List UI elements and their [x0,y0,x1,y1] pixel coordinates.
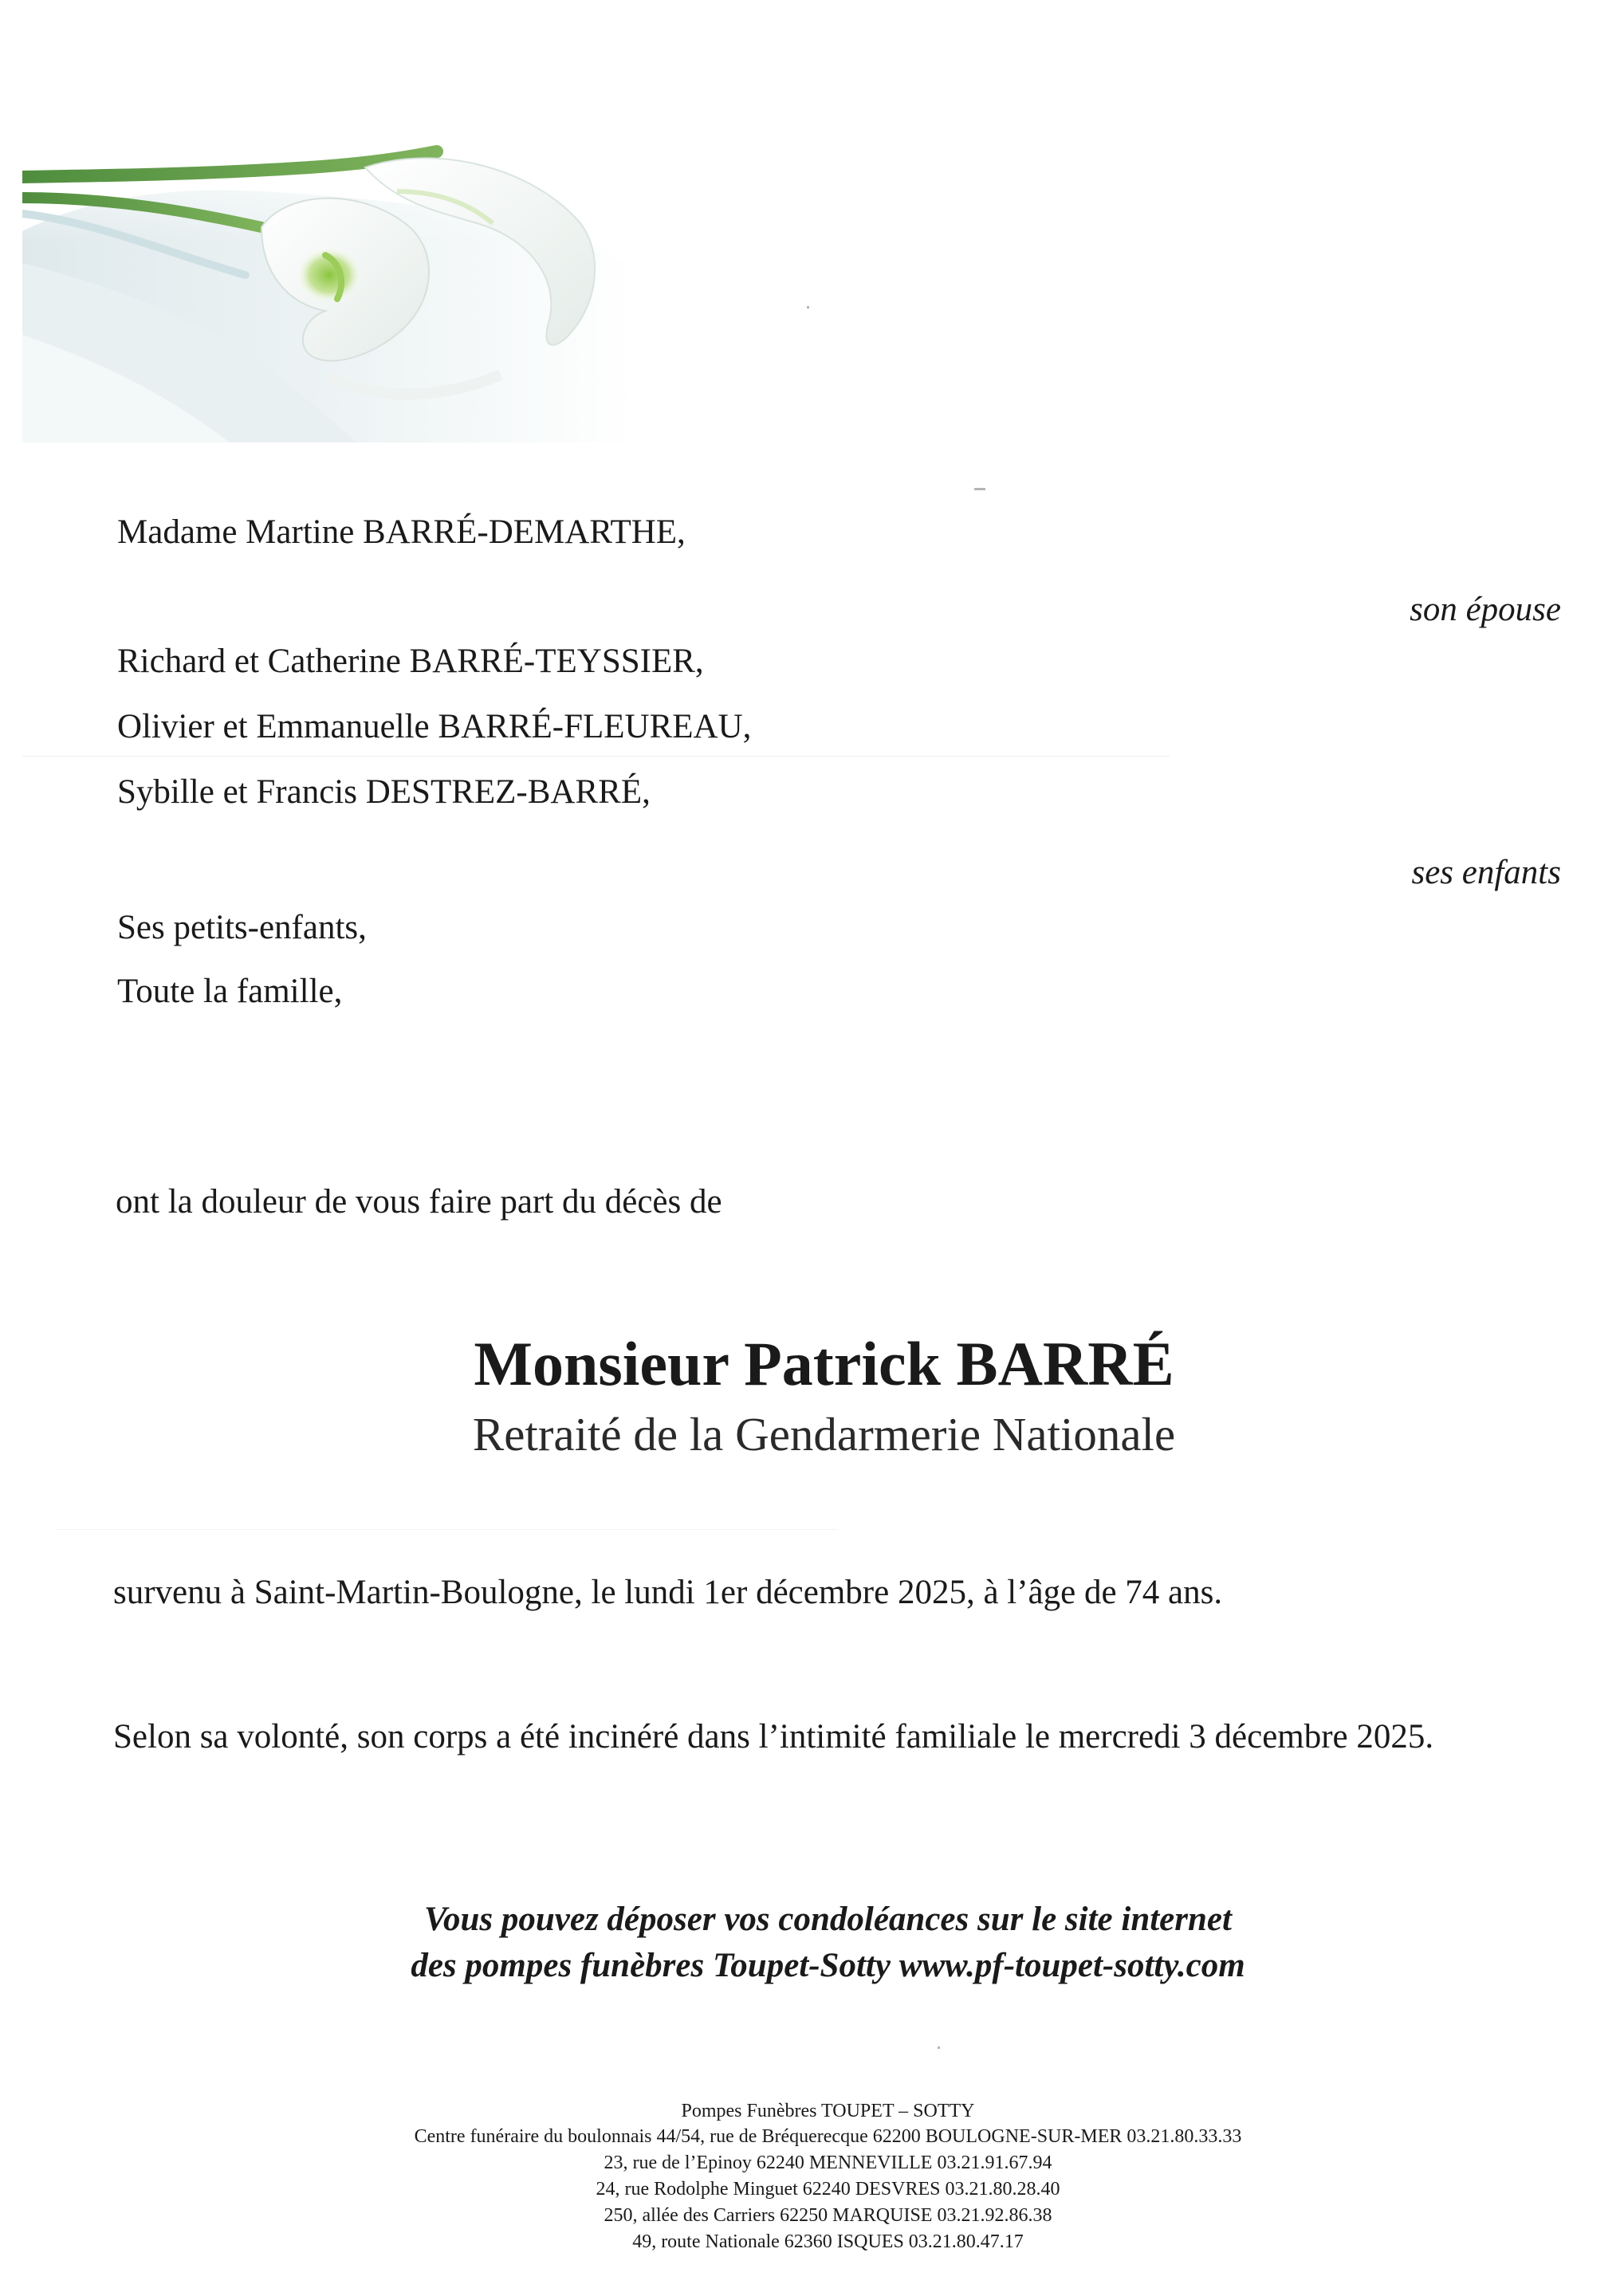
deceased-name: Monsieur Patrick BARRÉ [474,1329,1174,1398]
cremation-paragraph: Selon sa volonté, son corps a été incinéré dans l’intimité familiale le mercredi 3 décembre 2025. [113,1718,1434,1755]
scan-speck [938,2046,940,2049]
scan-speck [974,488,985,490]
spouse-role: son épouse [1410,591,1561,628]
footer-address-2: 23, rue de l’Epinoy 62240 MENNEVILLE 03.21.91.67.94 [604,2152,1052,2173]
condolence-line-2: des pompes funèbres Toupet-Sotty www.pf-toupet-sotty.com [411,1947,1245,1984]
footer-address-5: 49, route Nationale 62360 ISQUES 03.21.80.47.17 [632,2231,1024,2252]
child-couple-1: Richard et Catherine BARRÉ-TEYSSIER, [117,643,704,680]
whole-family-line: Toute la famille, [117,973,343,1010]
spouse-name: Madame Martine BARRÉ-DEMARTHE, [117,513,686,551]
announcement-text: ont la douleur de vous faire part du décès de [116,1183,722,1221]
footer-address-3: 24, rue Rodolphe Minguet 62240 DESVRES 03.21.80.28.40 [596,2179,1060,2200]
scan-line [56,1529,837,1530]
footer-company: Pompes Funèbres TOUPET – SOTTY [681,2101,975,2121]
grandchildren-line: Ses petits-enfants, [117,909,367,946]
scan-line [22,756,1170,757]
children-role: ses enfants [1411,854,1561,891]
child-couple-2: Olivier et Emmanuelle BARRÉ-FLEUREAU, [117,708,752,745]
footer-address-1: Centre funéraire du boulonnais 44/54, rue de Bréquerecque 62200 BOULOGNE-SUR-MER 03.21.80.33.33 [414,2126,1242,2147]
child-couple-3: Sybille et Francis DESTREZ-BARRÉ, [117,773,651,811]
scan-speck [807,306,809,309]
calla-lily-illustration [22,136,636,442]
condolence-line-1: Vous pouvez déposer vos condoléances sur le site internet [424,1901,1232,1938]
footer-address-4: 250, allée des Carriers 62250 MARQUISE 03.21.92.86.38 [604,2205,1052,2226]
death-details: survenu à Saint-Martin-Boulogne, le lundi 1er décembre 2025, à l’âge de 74 ans. [113,1574,1223,1611]
deceased-title: Retraité de la Gendarmerie Nationale [472,1408,1176,1461]
